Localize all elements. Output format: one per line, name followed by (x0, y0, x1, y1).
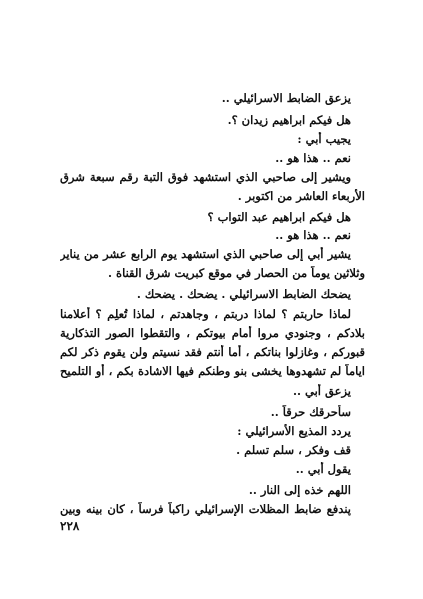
text-line: هل فيكم ابراهيم عبد التواب ؟ (207, 210, 351, 224)
text-line: اللهم خذه إلى النار .. (248, 483, 351, 497)
text-line: قف وفكر ، سلم تسلم . (236, 443, 351, 457)
text-line: يقول أبي .. (295, 462, 351, 476)
text-line: ويشير إلى صاحبي الذي استشهد فوق التبة رقم سبعة شرق (60, 170, 351, 184)
text-line: هل فيكم ابراهيم زيدان ؟. (227, 113, 351, 127)
text-line: يجيب أبي : (297, 132, 351, 146)
text-line: لماذا حاربتم ؟ لماذا دربتم ، وجاهدتم ، لماذا تُعلِم ؟ أعلامنا (60, 307, 351, 321)
text-line: يشير أبي إلى صاحبي الذي استشهد يوم الرابع عشر من يناير (60, 247, 351, 261)
text-line: يزعق الضابط الاسرائيلي .. (221, 91, 351, 105)
text-line: يندفع ضابط المظلات الإسرائيلي راكباً فرساً ، كان بينه وبين (60, 502, 351, 516)
page-number: ٢٢٨ (60, 519, 80, 533)
text-line: قبوركم ، وغازلوا بناتكم ، أما أنتم فقد نسيتم ولن يقوم ذكر لكم (60, 345, 365, 359)
text-line: وثلاثين يوماً من الحصار في موقع كبريت شرق القناة . (108, 266, 365, 280)
text-line: نعم .. هذا هو .. (275, 228, 351, 242)
text-line: اياماً لم تشهدوها يخشى بنو وطنكم فيها الاشادة بكم ، أو التلميح (60, 364, 365, 378)
text-line: نعم .. هذا هو .. (275, 151, 351, 165)
text-line: يزعق أبي .. (293, 384, 351, 398)
text-line: بلادكم ، وجنودي مروا أمام بيوتكم ، والتقطوا الصور التذكارية (60, 326, 365, 340)
text-line: سأحرقك حرقاً .. (270, 405, 351, 419)
text-line: يردد المذيع الأسرائيلي : (237, 424, 351, 438)
text-line: يضحك الضابط الاسرائيلي . يضحك . يضحك . (136, 287, 351, 301)
text-line: الأربعاء العاشر من اكتوبر . (237, 189, 365, 203)
